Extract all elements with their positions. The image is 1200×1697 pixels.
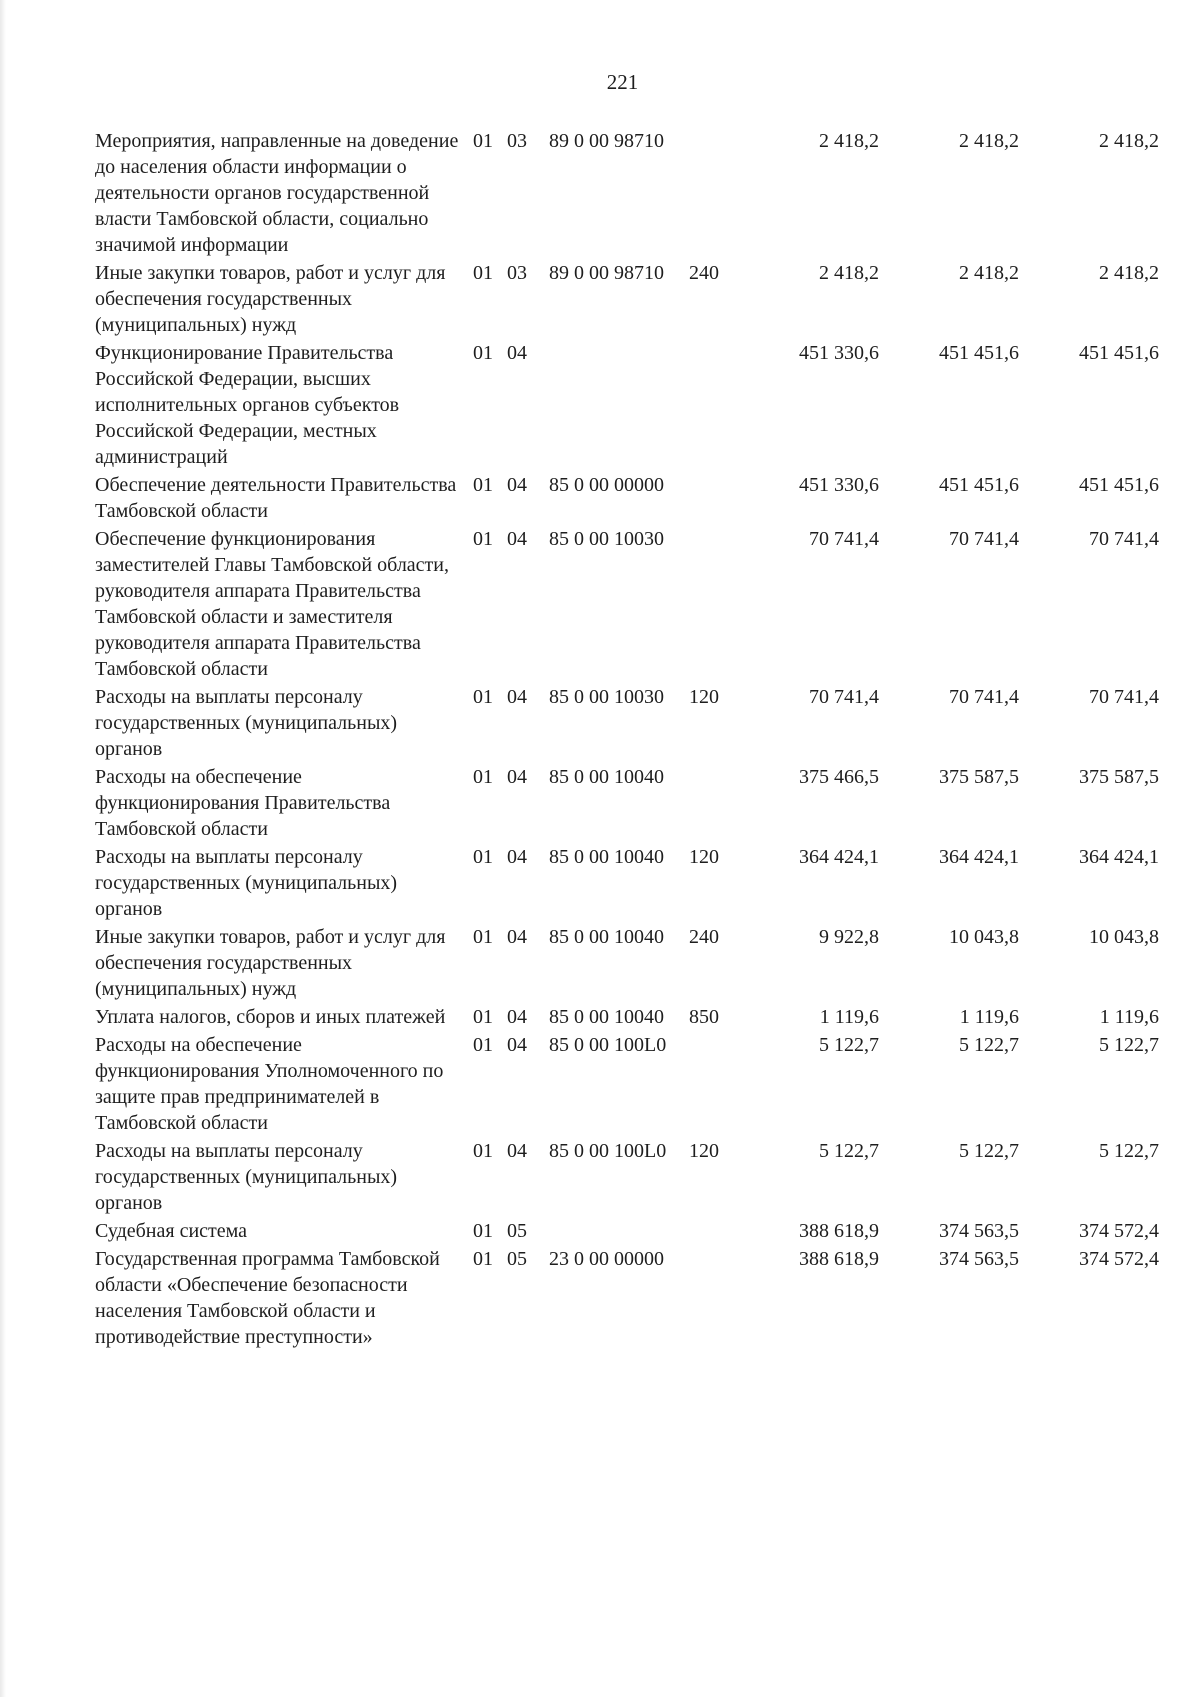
table-row xyxy=(95,1138,1167,1216)
row-name: Обеспечение функционирования заместителей Главы Тамбовской области, руководителя аппарата Правительства Тамбовской области и заместителя руководителя аппарата Правительства Тамбовской области xyxy=(95,528,449,680)
row-target-code: 85 0 00 10030 xyxy=(549,686,664,708)
row-subsection: 04 xyxy=(507,474,527,496)
row-amount-year1: 70 741,4 xyxy=(809,686,879,708)
row-amount-year3: 2 418,2 xyxy=(1099,262,1159,284)
row-expense-type: 240 xyxy=(689,926,719,948)
row-target-code: 85 0 00 10040 xyxy=(549,926,664,948)
row-expense-type: 120 xyxy=(689,686,719,708)
row-section: 01 xyxy=(473,1220,493,1242)
row-section: 01 xyxy=(473,262,493,284)
row-amount-year1: 2 418,2 xyxy=(819,130,879,152)
row-section: 01 xyxy=(473,766,493,788)
table-row xyxy=(95,260,1167,338)
row-subsection: 05 xyxy=(507,1248,527,1270)
row-expense-type: 120 xyxy=(689,1140,719,1162)
row-target-code: 85 0 00 100L0 xyxy=(549,1140,667,1162)
row-amount-year2: 451 451,6 xyxy=(939,474,1019,496)
row-name: Судебная система xyxy=(95,1220,248,1242)
table-row xyxy=(95,684,1167,762)
table-row xyxy=(95,1032,1167,1136)
table-row xyxy=(95,1218,1167,1244)
row-amount-year2: 70 741,4 xyxy=(949,686,1019,708)
row-amount-year3: 5 122,7 xyxy=(1099,1034,1159,1056)
row-name: Иные закупки товаров, работ и услуг для обеспечения государственных (муниципальных) нужд xyxy=(95,926,446,1000)
row-amount-year3: 2 418,2 xyxy=(1099,130,1159,152)
row-target-code: 85 0 00 10030 xyxy=(549,528,664,550)
row-amount-year1: 5 122,7 xyxy=(819,1034,879,1056)
row-section: 01 xyxy=(473,686,493,708)
table-row xyxy=(95,472,1167,524)
row-amount-year3: 375 587,5 xyxy=(1079,766,1159,788)
row-expense-type: 850 xyxy=(689,1006,719,1028)
row-amount-year3: 451 451,6 xyxy=(1079,342,1159,364)
row-subsection: 04 xyxy=(507,766,527,788)
row-section: 01 xyxy=(473,846,493,868)
row-section: 01 xyxy=(473,1034,493,1056)
row-amount-year1: 451 330,6 xyxy=(799,342,879,364)
row-subsection: 04 xyxy=(507,342,527,364)
page-number: 221 xyxy=(606,70,639,94)
table-row xyxy=(95,844,1167,922)
row-name: Функционирование Правительства Российской Федерации, высших исполнительных органов субъектов Российской Федерации, местных администраций xyxy=(95,342,400,468)
row-amount-year2: 2 418,2 xyxy=(959,262,1019,284)
row-target-code: 85 0 00 10040 xyxy=(549,766,664,788)
table-row xyxy=(95,1004,1167,1030)
row-target-code: 85 0 00 10040 xyxy=(549,846,664,868)
row-section: 01 xyxy=(473,1248,493,1270)
row-amount-year3: 451 451,6 xyxy=(1079,474,1159,496)
row-expense-type: 120 xyxy=(689,846,719,868)
row-amount-year3: 70 741,4 xyxy=(1089,686,1159,708)
row-name: Мероприятия, направленные на доведение до населения области информации о деятельности органов государственной власти Тамбовской области, социально значимой информации xyxy=(95,130,459,256)
row-section: 01 xyxy=(473,528,493,550)
row-amount-year2: 364 424,1 xyxy=(939,846,1019,868)
row-amount-year1: 5 122,7 xyxy=(819,1140,879,1162)
row-amount-year2: 451 451,6 xyxy=(939,342,1019,364)
row-amount-year2: 2 418,2 xyxy=(959,130,1019,152)
row-amount-year2: 375 587,5 xyxy=(939,766,1019,788)
row-name: Расходы на выплаты персоналу государственных (муниципальных) органов xyxy=(95,686,398,760)
row-amount-year1: 375 466,5 xyxy=(799,766,879,788)
budget-table xyxy=(95,128,1167,1352)
row-amount-year3: 10 043,8 xyxy=(1089,926,1159,948)
row-amount-year1: 1 119,6 xyxy=(819,1006,879,1028)
table-row xyxy=(95,1246,1167,1350)
row-section: 01 xyxy=(473,1006,493,1028)
row-section: 01 xyxy=(473,926,493,948)
table-row xyxy=(95,128,1167,258)
row-section: 01 xyxy=(473,130,493,152)
row-amount-year3: 70 741,4 xyxy=(1089,528,1159,550)
row-amount-year3: 374 572,4 xyxy=(1079,1220,1159,1242)
row-name: Расходы на выплаты персоналу государственных (муниципальных) органов xyxy=(95,846,398,920)
row-name: Обеспечение деятельности Правительства Тамбовской области xyxy=(95,474,457,522)
row-amount-year3: 1 119,6 xyxy=(1099,1006,1159,1028)
row-target-code: 89 0 00 98710 xyxy=(549,130,664,152)
row-target-code: 89 0 00 98710 xyxy=(549,262,664,284)
row-name: Расходы на обеспечение функционирования Правительства Тамбовской области xyxy=(95,766,391,840)
row-amount-year2: 70 741,4 xyxy=(949,528,1019,550)
row-amount-year2: 5 122,7 xyxy=(959,1140,1019,1162)
row-amount-year3: 364 424,1 xyxy=(1079,846,1159,868)
row-amount-year1: 70 741,4 xyxy=(809,528,879,550)
row-amount-year1: 364 424,1 xyxy=(799,846,879,868)
row-target-code: 85 0 00 100L0 xyxy=(549,1034,667,1056)
row-subsection: 04 xyxy=(507,926,527,948)
row-amount-year1: 2 418,2 xyxy=(819,262,879,284)
row-name: Иные закупки товаров, работ и услуг для обеспечения государственных (муниципальных) нужд xyxy=(95,262,446,336)
row-subsection: 04 xyxy=(507,1006,527,1028)
row-target-code: 85 0 00 00000 xyxy=(549,474,664,496)
row-subsection: 03 xyxy=(507,130,527,152)
row-subsection: 04 xyxy=(507,1140,527,1162)
row-expense-type: 240 xyxy=(689,262,719,284)
row-section: 01 xyxy=(473,342,493,364)
row-amount-year1: 451 330,6 xyxy=(799,474,879,496)
row-amount-year2: 5 122,7 xyxy=(959,1034,1019,1056)
row-amount-year2: 1 119,6 xyxy=(959,1006,1019,1028)
table-row xyxy=(95,526,1167,682)
row-amount-year3: 374 572,4 xyxy=(1079,1248,1159,1270)
row-amount-year2: 374 563,5 xyxy=(939,1220,1019,1242)
row-subsection: 05 xyxy=(507,1220,527,1242)
row-amount-year1: 388 618,9 xyxy=(799,1248,879,1270)
table-row xyxy=(95,764,1167,842)
row-amount-year3: 5 122,7 xyxy=(1099,1140,1159,1162)
row-subsection: 04 xyxy=(507,1034,527,1056)
row-subsection: 04 xyxy=(507,846,527,868)
row-amount-year1: 9 922,8 xyxy=(819,926,879,948)
row-subsection: 04 xyxy=(507,528,527,550)
row-section: 01 xyxy=(473,474,493,496)
row-target-code: 23 0 00 00000 xyxy=(549,1248,664,1270)
row-name: Расходы на обеспечение функционирования Уполномоченного по защите прав предпринимателей в Тамбовской области xyxy=(95,1034,444,1134)
table-row xyxy=(95,340,1167,470)
scan-edge xyxy=(0,0,6,1697)
table-row xyxy=(95,924,1167,1002)
row-name: Уплата налогов, сборов и иных платежей xyxy=(95,1006,446,1028)
row-amount-year2: 374 563,5 xyxy=(939,1248,1019,1270)
row-section: 01 xyxy=(473,1140,493,1162)
row-target-code: 85 0 00 10040 xyxy=(549,1006,664,1028)
row-subsection: 04 xyxy=(507,686,527,708)
row-amount-year1: 388 618,9 xyxy=(799,1220,879,1242)
row-amount-year2: 10 043,8 xyxy=(949,926,1019,948)
row-subsection: 03 xyxy=(507,262,527,284)
row-name: Расходы на выплаты персоналу государственных (муниципальных) органов xyxy=(95,1140,398,1214)
row-name: Государственная программа Тамбовской области «Обеспечение безопасности населения Тамбовской области и противодействие преступности» xyxy=(95,1248,440,1348)
